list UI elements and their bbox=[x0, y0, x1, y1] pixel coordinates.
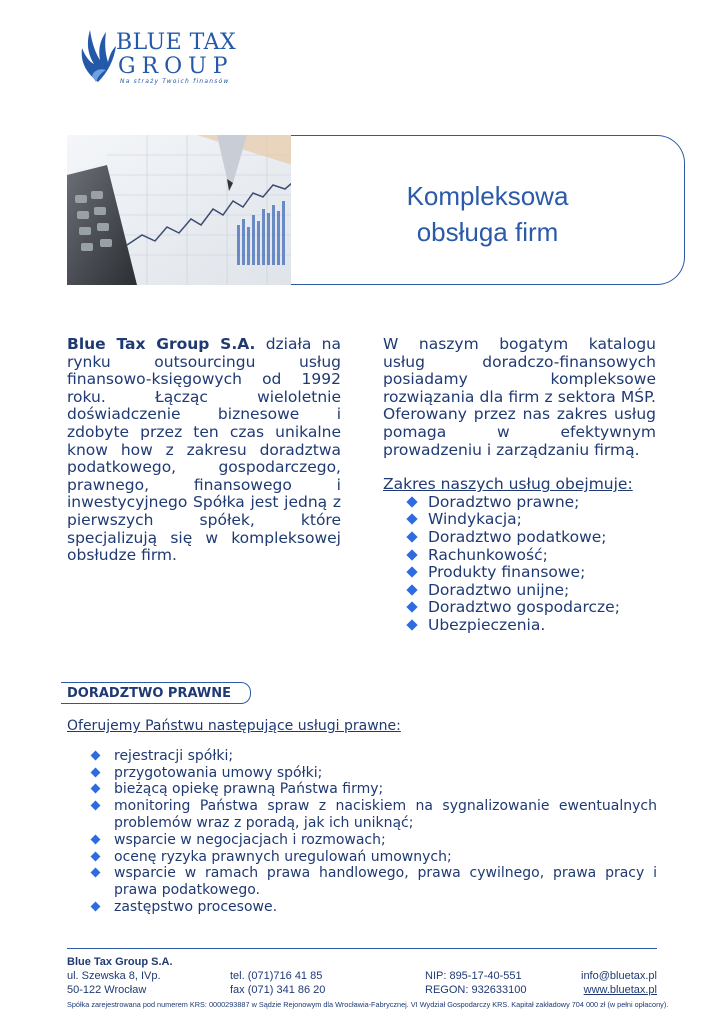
list-item bbox=[383, 617, 656, 635]
footer-row-2 bbox=[67, 983, 657, 997]
list-item-text: Ubezpieczenia. bbox=[428, 615, 546, 634]
list-item bbox=[383, 511, 656, 529]
list-item-text: Rachunkowość; bbox=[428, 545, 548, 564]
list-item-text: Doradztwo podatkowe; bbox=[428, 527, 607, 546]
footer-divider bbox=[67, 948, 657, 949]
list-item-text: zastępstwo procesowe. bbox=[114, 898, 278, 915]
footer-email-link[interactable]: info@bluetax.pl bbox=[581, 970, 657, 982]
legal-services-list bbox=[67, 748, 657, 916]
page-title bbox=[291, 178, 684, 250]
footer-regon: REGON: 932633100 bbox=[425, 984, 527, 996]
hero-image bbox=[67, 135, 292, 285]
list-item bbox=[67, 865, 657, 899]
list-item-text: ocenę ryzyka prawnych uregulowań umownych; bbox=[114, 848, 452, 865]
list-item-text: Doradztwo prawne; bbox=[428, 492, 580, 511]
intro-right-column bbox=[383, 336, 656, 635]
intro-right-paragraph: W naszym bogatym katalogu usług doradczo-finansowych posiadamy kompleksowe rozwiązania dla firm z sektora MŚP. Oferowany przez nas zakres usług pomaga w efektywnym prowadzeniu i zarządzaniu firmą. bbox=[383, 335, 656, 459]
footer-tel: tel. (071)716 41 85 bbox=[230, 970, 323, 982]
list-item bbox=[67, 899, 657, 916]
services-list bbox=[383, 494, 656, 635]
services-title: Zakres naszych usług obejmuje: bbox=[383, 475, 633, 494]
list-item-text: Doradztwo unijne; bbox=[428, 580, 570, 599]
page-title-line1: Kompleksowa bbox=[406, 181, 569, 211]
diamond-bullet-icon bbox=[91, 868, 101, 878]
intro-left-paragraph bbox=[67, 336, 341, 565]
list-item-text: monitoring Państwa spraw z naciskiem na sygnalizowanie ewentualnych problemów wraz z poradą, jak ich uniknąć; bbox=[114, 798, 657, 831]
list-item bbox=[383, 547, 656, 565]
list-item bbox=[67, 849, 657, 866]
footer-registration: Spółka zarejestrowana pod numerem KRS: 0000293887 w Sądzie Rejonowym dla Wrocławia-Fabrycznej. VI Wydział Gospodarczy KRS. Kapitał zakładowy 704 000 zł (w pełni opłacony). bbox=[67, 1000, 669, 1009]
list-item bbox=[383, 494, 656, 512]
diamond-bullet-icon bbox=[91, 784, 101, 794]
list-item-text: wsparcie w ramach prawa handlowego, prawa cywilnego, prawa pracy i prawa podatkowego. bbox=[114, 865, 657, 899]
list-item bbox=[383, 529, 656, 547]
list-item bbox=[383, 564, 656, 582]
eagle-wing-icon bbox=[78, 26, 118, 84]
list-item bbox=[67, 748, 657, 765]
diamond-bullet-icon bbox=[406, 566, 417, 577]
company-logo bbox=[78, 26, 248, 88]
footer bbox=[67, 955, 669, 1011]
list-item-text: Doradztwo gospodarcze; bbox=[428, 598, 620, 617]
diamond-bullet-icon bbox=[91, 750, 101, 760]
list-item bbox=[67, 832, 657, 849]
legal-intro: Oferujemy Państwu następujące usługi prawne: bbox=[67, 718, 401, 734]
list-item bbox=[67, 781, 657, 798]
list-item-text: rejestracji spółki; bbox=[114, 747, 234, 764]
pen-chart-calculator-photo bbox=[67, 135, 292, 285]
diamond-bullet-icon bbox=[406, 619, 417, 630]
hero-title-box bbox=[291, 135, 685, 285]
footer-street: ul. Szewska 8, IVp. bbox=[67, 970, 161, 982]
diamond-bullet-icon bbox=[406, 549, 417, 560]
logo-title: BLUE TAX bbox=[116, 30, 237, 55]
list-item bbox=[67, 798, 657, 832]
logo-tagline: Na straży Twoich finansów bbox=[120, 78, 230, 85]
diamond-bullet-icon bbox=[406, 602, 417, 613]
diamond-bullet-icon bbox=[91, 851, 101, 861]
footer-company: Blue Tax Group S.A. bbox=[67, 956, 173, 968]
list-item bbox=[67, 765, 657, 782]
legal-services bbox=[67, 718, 657, 916]
footer-website-link[interactable]: www.bluetax.pl bbox=[583, 984, 657, 996]
footer-fax: fax (071) 341 86 20 bbox=[230, 984, 326, 996]
diamond-bullet-icon bbox=[91, 834, 101, 844]
diamond-bullet-icon bbox=[406, 496, 417, 507]
diamond-bullet-icon bbox=[91, 767, 101, 777]
list-item-text: bieżącą opiekę prawną Państwa firmy; bbox=[114, 781, 384, 798]
list-item bbox=[383, 582, 656, 600]
list-item-text: wsparcie w negocjacjach i rozmowach; bbox=[114, 831, 386, 848]
section-title-legal: DORADZTWO PRAWNE bbox=[61, 682, 251, 704]
diamond-bullet-icon bbox=[406, 531, 417, 542]
intro-left-text: działa na rynku outsourcingu usług finansowo-księgowych od 1992 roku. Łącząc wieloletnie doświadczenie biznesowe i zdobyte przez ten czas unikalne know how z zakresu doradztwa podatkowego, gospodarczego, prawnego, finansowego i inwestycyjnego Spółka jest jedną z pierwszych spółek, które specjalizują się w kompleksowej obsłudze firm. bbox=[67, 335, 341, 565]
diamond-bullet-icon bbox=[406, 584, 417, 595]
list-item bbox=[383, 599, 656, 617]
footer-nip: NIP: 895-17-40-551 bbox=[425, 970, 522, 982]
list-item-text: przygotowania umowy spółki; bbox=[114, 764, 323, 781]
logo-group: GROUP bbox=[118, 54, 234, 79]
diamond-bullet-icon bbox=[406, 514, 417, 525]
list-item-text: Windykacja; bbox=[428, 510, 522, 529]
page-title-line2: obsługa firm bbox=[416, 217, 559, 247]
diamond-bullet-icon bbox=[91, 801, 101, 811]
diamond-bullet-icon bbox=[91, 902, 101, 912]
list-item-text: Produkty finansowe; bbox=[428, 563, 586, 582]
footer-row-1 bbox=[67, 969, 657, 983]
company-name: Blue Tax Group S.A. bbox=[67, 335, 256, 353]
footer-city: 50-122 Wrocław bbox=[67, 984, 147, 996]
